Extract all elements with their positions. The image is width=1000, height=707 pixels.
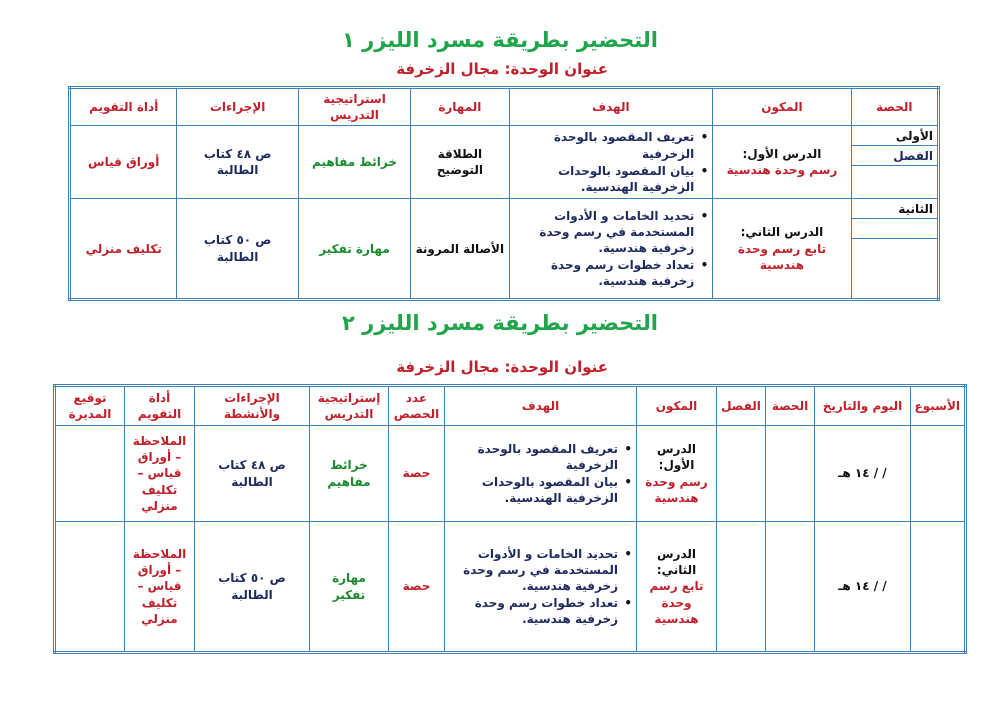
lesson-label: الدرس الأول:: [656, 442, 697, 473]
section1-unit-title: عنوان الوحدة: مجال الزخرفة: [396, 60, 608, 78]
lesson-label: الدرس الثاني:: [656, 547, 697, 578]
header-goal: الهدف: [445, 386, 637, 426]
class-cell: [717, 522, 766, 653]
lesson-name: تابع رسم وحدة هندسية: [737, 241, 827, 272]
header-period: الحصة: [851, 88, 938, 126]
strategy-cell: خرائط مفاهيم: [298, 126, 410, 199]
period-class: الفصل: [852, 146, 937, 166]
signature-cell: [55, 522, 125, 653]
lesson-plan-table-2: [53, 384, 967, 654]
count-cell: حصة: [389, 522, 445, 653]
goal-item: • بيان المقصود بالوحدات الزخرفية الهندسية.: [449, 474, 632, 506]
table-row: [70, 126, 939, 199]
period-cell: [766, 426, 815, 522]
period-blank: [852, 239, 937, 259]
lesson-name: رسم وحدة هندسية: [726, 163, 838, 178]
header-component: المكون: [713, 88, 851, 126]
header-evaluation: أداة التقويم: [125, 386, 195, 426]
goal-item: • تحديد الخامات و الأدوات المستخدمة في رسم وحدة زخرفية هندسية.: [514, 208, 709, 257]
week-cell: [911, 426, 966, 522]
lesson-name: تابع رسم وحدة هندسية: [649, 579, 704, 626]
skill-cell: الأصالة المرونة: [411, 199, 509, 300]
strategy-cell: مهارة تفكير: [310, 522, 389, 653]
section1-title: التحضير بطريقة مسرد الليزر ١: [342, 28, 658, 52]
header-procedures: الإجراءات والأنشطة: [195, 386, 310, 426]
component-cell: [637, 522, 717, 653]
procedures-cell: ص ٥٠ كتاب الطالبة: [177, 199, 298, 300]
week-cell: [911, 522, 966, 653]
evaluation-cell: الملاحظة – أوراق قياس – تكليف منزلي: [125, 426, 195, 522]
header-goal: الهدف: [509, 88, 713, 126]
procedures-cell: ص ٤٨ كتاب الطالبة: [177, 126, 298, 199]
date-cell: / / ١٤ هـ: [815, 426, 911, 522]
goal-item: • بيان المقصود بالوحدات الزخرفية الهندسية.: [514, 163, 709, 195]
header-strategy: إستراتيجية التدريس: [310, 386, 389, 426]
evaluation-cell: الملاحظة – أوراق قياس – تكليف منزلي: [125, 522, 195, 653]
period-blank: [852, 219, 937, 239]
component-cell: [637, 426, 717, 522]
lesson-name: رسم وحدة هندسية: [645, 474, 708, 505]
table-row: [55, 522, 966, 653]
goal-cell: [509, 199, 713, 300]
lesson-label: الدرس الأول:: [742, 147, 822, 162]
evaluation-cell: أوراق قياس: [70, 126, 177, 199]
period-blank: [852, 166, 937, 186]
class-cell: [717, 426, 766, 522]
date-cell: / / ١٤ هـ: [815, 522, 911, 653]
evaluation-cell: تكليف منزلي: [70, 199, 177, 300]
period-cell: [851, 199, 938, 300]
section2-title: التحضير بطريقة مسرد الليزر ٢: [342, 311, 658, 335]
header-class: الفصل: [717, 386, 766, 426]
goal-cell: [445, 522, 637, 653]
count-cell: حصة: [389, 426, 445, 522]
goal-item: • تعريف المقصود بالوحدة الزخرفية: [449, 441, 632, 473]
goal-item: • تعريف المقصود بالوحدة الزخرفية: [514, 129, 709, 161]
strategy-cell: مهارة تفكير: [298, 199, 410, 300]
header-count: عدد الحصص: [389, 386, 445, 426]
header-strategy: استراتيجية التدريس: [298, 88, 410, 126]
lesson-label: الدرس الثاني:: [740, 225, 824, 240]
goal-cell: [509, 126, 713, 199]
goal-item: • تعداد خطوات رسم وحدة زخرفية هندسية.: [449, 595, 632, 627]
header-signature: توقيع المديرة: [55, 386, 125, 426]
header-date: اليوم والتاريخ: [815, 386, 911, 426]
period-cell: [851, 126, 938, 199]
component-cell: [713, 199, 851, 300]
header-skill: المهارة: [411, 88, 509, 126]
period-name: الثانية: [852, 199, 937, 219]
section2-unit-title: عنوان الوحدة: مجال الزخرفة: [396, 358, 608, 376]
table-header-row: [55, 386, 966, 426]
strategy-cell: خرائط مفاهيم: [310, 426, 389, 522]
period-name: الأولى: [852, 126, 937, 146]
goal-cell: [445, 426, 637, 522]
table-header-row: [70, 88, 939, 126]
header-component: المكون: [637, 386, 717, 426]
procedures-cell: ص ٤٨ كتاب الطالبة: [195, 426, 310, 522]
table-row: [70, 199, 939, 300]
header-period: الحصة: [766, 386, 815, 426]
table-row: [55, 426, 966, 522]
skill-cell: الطلاقة التوضيح: [411, 126, 509, 199]
signature-cell: [55, 426, 125, 522]
component-cell: [713, 126, 851, 199]
goal-item: • تعداد خطوات رسم وحدة زخرفية هندسية.: [514, 257, 709, 289]
period-cell: [766, 522, 815, 653]
goal-item: • تحديد الخامات و الأدوات المستخدمة في رسم وحدة زخرفية هندسية.: [449, 546, 632, 595]
procedures-cell: ص ٥٠ كتاب الطالبة: [195, 522, 310, 653]
lesson-plan-table-1: [68, 86, 940, 301]
header-evaluation: أداة التقويم: [70, 88, 177, 126]
header-procedures: الإجراءات: [177, 88, 298, 126]
header-week: الأسبوع: [911, 386, 966, 426]
